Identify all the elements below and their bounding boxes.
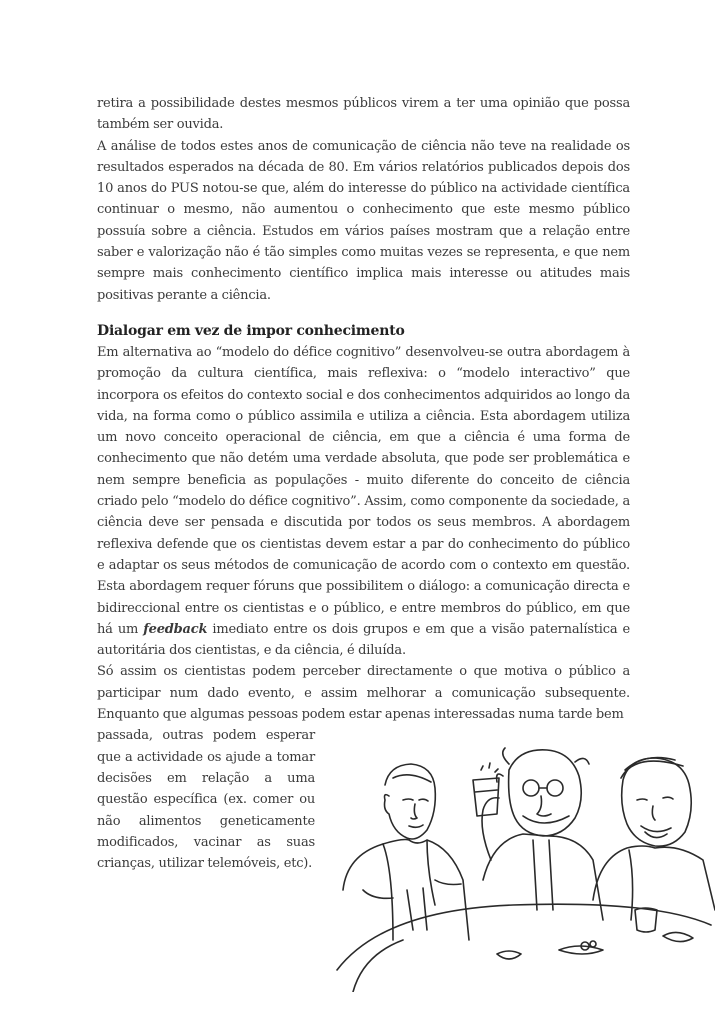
- feedback-term: feedback: [143, 621, 208, 637]
- paragraph-motivation-continued: passada, outras podem esperar que a actividade os ajude a tomar decisões em relação a uma questão específica (ex. comer ou não alimentos geneticamente modificados, vacinar as suas crianças, utilizar telemóveis, etc).: [97, 728, 315, 872]
- three-men-sketch: [323, 740, 715, 992]
- section-heading: Dialogar em vez de impor conhecimento: [97, 322, 405, 339]
- paragraph-interactive-model-text: Em alternativa ao “modelo do défice cognitivo” desenvolveu-se outra abordagem à promoção da cultura científica, mais reflexiva: o “modelo interactivo” que incorpora os efeitos do contexto social e dos conhecimentos adquiridos ao longo da vida, na forma como o público assimila e utiliza a ciência. Esta abordagem utiliza um novo conceito operacional de ciência, em que a ciência é uma forma de conhecimento que não detém uma verdade absoluta, que pode ser problemática e nem sempre beneficia as populações - muito diferente do conceito de ciência criado pelo “modelo do défice cognitivo”. Assim, como componente da sociedade, a ciência deve ser pensada e discutida por todos os seus membros. A abordagem reflexiva defende que os cientistas devem estar a par do conhecimento do público e adaptar os seus métodos de comunicação de acordo com o contexto em questão. Esta abordagem requer fóruns que possibilitem o diálogo: a comunicação directa e bidireccional entre os cientistas e o público, e entre membros do público, em que há um: [97, 344, 630, 637]
- section-gap: [97, 306, 630, 321]
- left-man: [343, 764, 469, 940]
- paragraph-motivation: Só assim os cientistas podem perceber directamente o que motiva o público a participar num dado evento, e assim melhorar a comunicação subsequente. Enquanto que algumas pessoas podem estar apenas interessadas numa tarde bem: [97, 664, 630, 723]
- right-man: [593, 758, 715, 920]
- paragraph-interactive-model-end: imediato entre os dois grupos e em que a visão paternalística e autoritária dos cientistas, e da ciência, é diluída.: [97, 621, 630, 659]
- paragraph-interactive-model: [97, 342, 630, 661]
- small-bowl: [497, 951, 521, 959]
- bread: [663, 932, 693, 941]
- paragraph-analysis: A análise de todos estes anos de comunicação de ciência não teve na realidade os resultados esperados na década de 80. Em vários relatórios publicados depois dos 10 anos do PUS notou-se que, além do interesse do público na actividade científica continuar o mesmo, não aumentou o conhecimento que este mesmo público possuía sobre a ciência. Estudos em vários países mostram que a relação entre saber e valorização não é tão simples como muitas vezes se representa, e que nem sempre mais conhecimento científico implica mais interesse ou atitudes mais positivas perante a ciência.: [97, 138, 630, 303]
- sketch-illustration: [323, 740, 715, 992]
- paragraph-intro: retira a possibilidade destes mesmos públicos virem a ter uma opinião que possa também ser ouvida.: [97, 96, 630, 133]
- cup: [635, 908, 657, 932]
- middle-man: [473, 748, 603, 920]
